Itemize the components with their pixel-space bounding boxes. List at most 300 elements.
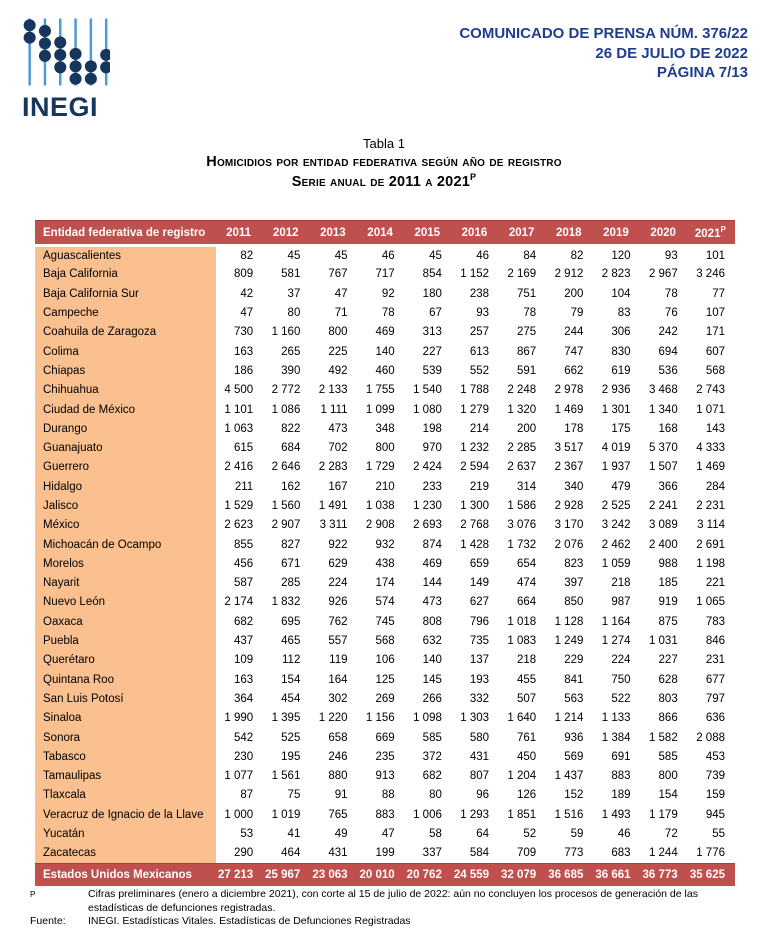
column-header-entity: Entidad federativa de registro (35, 221, 216, 246)
value-cell: 193 (469, 673, 490, 686)
value-cell: 569 (564, 750, 584, 763)
value-cell: 284 (705, 480, 725, 493)
entity-name-cell: Ciudad de México (35, 400, 216, 419)
value-cell: 200 (517, 422, 537, 435)
value-cell: 227 (658, 654, 678, 667)
source-label: Fuente: (30, 915, 66, 927)
value-cell: 143 (705, 422, 725, 435)
value-cell: 366 (658, 480, 678, 493)
value-cell: 1 732 (507, 538, 537, 551)
value-cell: 469 (375, 326, 395, 339)
value-cell: 684 (281, 442, 301, 455)
table-row (35, 400, 735, 419)
entity-name-cell: Durango (35, 419, 216, 438)
value-cell: 751 (517, 287, 537, 300)
value-cell: 846 (705, 635, 725, 648)
value-cell: 1 214 (554, 712, 584, 725)
value-cell: 2 936 (601, 384, 631, 397)
value-cell: 662 (564, 364, 584, 377)
table-row (35, 265, 735, 284)
value-cell: 46 (381, 249, 395, 262)
value-cell: 613 (469, 345, 490, 358)
value-cell: 218 (611, 577, 631, 590)
value-cell: 580 (469, 731, 490, 744)
value-cell: 76 (664, 307, 678, 320)
value-cell: 473 (422, 596, 442, 609)
table-subtitle-text: Serie anual de 2011 a 2021 (291, 173, 470, 190)
inegi-wordmark: INEGI (22, 92, 99, 122)
value-cell: 257 (469, 326, 490, 339)
value-cell: 199 (375, 847, 395, 860)
value-cell: 747 (564, 345, 584, 358)
value-cell: 2 768 (460, 519, 490, 532)
value-cell: 107 (705, 307, 725, 320)
source-text: INEGI. Estadísticas Vitales. Estadísticas de Defunciones Registradas (88, 915, 411, 927)
value-cell: 45 (429, 249, 442, 262)
value-cell: 372 (422, 750, 442, 763)
value-cell: 46 (476, 249, 490, 262)
value-cell: 1 788 (460, 384, 490, 397)
value-cell: 1 083 (507, 635, 537, 648)
value-cell: 233 (422, 480, 442, 493)
value-cell: 242 (658, 326, 678, 339)
value-cell: 238 (469, 287, 490, 300)
value-cell: 1 086 (271, 403, 301, 416)
value-cell: 464 (281, 847, 301, 860)
footnote-block (30, 888, 742, 929)
value-cell: 174 (375, 577, 395, 590)
value-cell: 340 (564, 480, 584, 493)
value-cell: 465 (281, 635, 301, 648)
value-cell: 1 198 (696, 557, 725, 570)
total-value-cell: 32 079 (499, 863, 546, 886)
value-cell: 735 (469, 635, 490, 648)
value-cell: 91 (334, 789, 348, 802)
entity-name-cell: Baja California Sur (35, 284, 216, 303)
value-cell: 144 (422, 577, 442, 590)
table-row (35, 477, 735, 496)
value-cell: 682 (422, 770, 442, 783)
value-cell: 2 174 (224, 596, 254, 609)
value-cell: 767 (328, 268, 348, 281)
value-cell: 112 (282, 654, 301, 667)
value-cell: 659 (469, 557, 490, 570)
value-cell: 47 (334, 287, 348, 300)
value-cell: 2 912 (554, 268, 584, 281)
value-cell: 2 928 (554, 500, 584, 512)
value-cell: 93 (476, 307, 490, 320)
column-header-year: 2020 (641, 221, 688, 246)
value-cell: 827 (281, 538, 301, 551)
value-cell: 922 (328, 538, 348, 551)
entity-name-cell: Chiapas (35, 361, 216, 380)
value-cell: 46 (617, 828, 631, 841)
total-value-cell: 20 010 (358, 863, 405, 886)
value-cell: 542 (233, 731, 254, 744)
value-cell: 568 (375, 635, 395, 648)
entity-name-cell: Zacatecas (35, 844, 216, 863)
value-cell: 584 (469, 847, 490, 860)
value-cell: 658 (328, 731, 348, 744)
value-cell: 3 170 (554, 519, 584, 532)
value-cell: 2 424 (413, 461, 442, 474)
value-cell: 1 832 (271, 596, 301, 609)
value-cell: 1 516 (554, 808, 584, 821)
table-row (35, 824, 735, 843)
value-cell: 739 (705, 770, 725, 783)
value-cell: 80 (287, 307, 301, 320)
value-cell: 1 244 (648, 847, 678, 860)
value-cell: 5 370 (648, 442, 678, 455)
value-cell: 3 517 (554, 442, 584, 455)
value-cell: 677 (705, 673, 725, 686)
value-cell: 1 063 (224, 422, 254, 435)
value-cell: 1 065 (696, 596, 725, 609)
value-cell: 137 (469, 654, 490, 667)
value-cell: 314 (517, 480, 537, 493)
value-cell: 883 (611, 770, 631, 783)
value-cell: 219 (469, 480, 490, 493)
total-value-cell: 24 559 (452, 863, 499, 886)
value-cell: 797 (705, 692, 725, 705)
table-row (35, 535, 735, 554)
press-line-page: PÁGINA 7/13 (656, 64, 748, 81)
value-cell: 936 (564, 731, 584, 744)
value-cell: 4 500 (224, 384, 254, 397)
value-cell: 149 (469, 577, 490, 590)
table-row (35, 631, 735, 650)
value-cell: 1 560 (271, 500, 301, 512)
value-cell: 88 (381, 789, 395, 802)
value-cell: 2 248 (507, 384, 537, 397)
value-cell: 229 (564, 654, 584, 667)
value-cell: 163 (233, 345, 254, 358)
value-cell: 1 000 (224, 808, 254, 821)
entity-name-cell: Yucatán (35, 824, 216, 843)
value-cell: 2 772 (271, 384, 301, 397)
value-cell: 762 (328, 615, 348, 628)
value-cell: 1 340 (648, 403, 678, 416)
value-cell: 883 (375, 808, 395, 821)
entity-name-cell: Michoacán de Ocampo (35, 535, 216, 554)
value-cell: 1 160 (271, 326, 301, 339)
value-cell: 84 (523, 249, 537, 262)
table-row (35, 651, 735, 670)
value-cell: 3 089 (648, 519, 678, 532)
value-cell: 1 031 (648, 635, 678, 648)
value-cell: 1 101 (224, 403, 254, 416)
value-cell: 47 (381, 828, 395, 841)
value-cell: 945 (705, 808, 725, 821)
value-cell: 3 076 (507, 519, 537, 532)
value-cell: 664 (517, 596, 537, 609)
value-cell: 1 990 (224, 712, 254, 725)
value-cell: 1 232 (460, 442, 490, 455)
value-cell: 1 133 (601, 712, 631, 725)
value-cell: 1 220 (318, 712, 348, 725)
value-cell: 3 114 (697, 519, 725, 532)
value-cell: 53 (240, 828, 254, 841)
value-cell: 49 (334, 828, 348, 841)
preliminary-sup: P (469, 172, 477, 182)
value-cell: 1 395 (271, 712, 301, 725)
value-cell: 306 (611, 326, 631, 339)
value-cell: 2 231 (696, 500, 725, 512)
value-cell: 2 169 (507, 268, 537, 281)
table-row (35, 709, 735, 728)
value-cell: 1 437 (554, 770, 584, 783)
value-cell: 80 (429, 789, 442, 802)
value-cell: 581 (281, 268, 301, 281)
value-cell: 2 907 (271, 519, 301, 532)
entity-name-cell: Nayarit (35, 574, 216, 593)
value-cell: 717 (375, 268, 395, 281)
value-cell: 79 (570, 307, 584, 320)
table-row (35, 554, 735, 573)
value-cell: 796 (469, 615, 490, 628)
value-cell: 841 (564, 673, 584, 686)
value-cell: 2 623 (224, 519, 254, 532)
total-value-cell: 35 625 (688, 863, 735, 886)
entity-name-cell: Aguascalientes (35, 246, 216, 265)
value-cell: 1 099 (365, 403, 395, 416)
value-cell: 265 (281, 345, 301, 358)
value-cell: 1 230 (413, 500, 442, 512)
entity-name-cell: México (35, 516, 216, 535)
value-cell: 167 (328, 480, 348, 493)
table-row (35, 458, 735, 477)
value-cell: 210 (375, 480, 395, 493)
value-cell: 125 (375, 673, 395, 686)
value-cell: 3 468 (648, 384, 678, 397)
value-cell: 913 (375, 770, 395, 783)
value-cell: 522 (611, 692, 631, 705)
entity-name-cell: Veracruz de Ignacio de la Llave (35, 805, 216, 824)
value-cell: 1 071 (696, 403, 725, 416)
value-cell: 162 (281, 480, 301, 493)
value-cell: 654 (517, 557, 537, 570)
value-cell: 808 (422, 615, 442, 628)
entity-name-cell: Chihuahua (35, 381, 216, 400)
value-cell: 171 (705, 326, 725, 339)
column-header-year: 2011 (216, 221, 263, 246)
press-header (459, 24, 748, 83)
value-cell: 78 (664, 287, 678, 300)
entity-name-cell: Nuevo León (35, 593, 216, 612)
value-cell: 163 (233, 673, 254, 686)
value-cell: 636 (705, 712, 725, 725)
value-cell: 1 469 (696, 461, 725, 474)
table-row (35, 593, 735, 612)
column-header-year: 2017 (499, 221, 546, 246)
value-cell: 2 241 (648, 500, 678, 512)
value-cell: 290 (233, 847, 254, 860)
value-cell: 2 967 (648, 268, 678, 281)
value-cell: 615 (233, 442, 254, 455)
value-cell: 1 098 (413, 712, 442, 725)
value-cell: 195 (281, 750, 301, 763)
table-row (35, 246, 735, 265)
value-cell: 557 (328, 635, 348, 648)
value-cell: 1 640 (507, 712, 537, 725)
value-cell: 126 (517, 789, 537, 802)
table-row (35, 284, 735, 303)
value-cell: 1 274 (601, 635, 631, 648)
table-row (35, 574, 735, 593)
entity-name-cell: Sonora (35, 728, 216, 747)
column-header-year: 2016 (452, 221, 499, 246)
table-total-row (35, 863, 735, 886)
inegi-logo (22, 16, 114, 120)
value-cell: 154 (281, 673, 301, 686)
footnote-text: Cifras preliminares (enero a diciembre 2021), con corte al 15 de julio de 2022: aún no concluyen los procesos de generación de las estadísticas de defunciones registradas. (88, 888, 698, 914)
value-cell: 2 367 (554, 461, 584, 474)
total-value-cell: 27 213 (216, 863, 263, 886)
value-cell: 1 080 (413, 403, 442, 416)
value-cell: 627 (469, 596, 490, 609)
value-cell: 246 (328, 750, 348, 763)
value-cell: 109 (233, 654, 254, 667)
value-cell: 175 (611, 422, 631, 435)
entity-name-cell: Morelos (35, 554, 216, 573)
value-cell: 2 594 (460, 461, 490, 474)
value-cell: 64 (476, 828, 490, 841)
value-cell: 145 (422, 673, 442, 686)
value-cell: 235 (375, 750, 395, 763)
entity-name-cell: Campeche (35, 303, 216, 322)
table-row (35, 496, 735, 515)
value-cell: 855 (233, 538, 254, 551)
value-cell: 460 (375, 364, 395, 377)
value-cell: 1 164 (601, 615, 631, 628)
value-cell: 72 (664, 828, 678, 841)
value-cell: 78 (523, 307, 537, 320)
value-cell: 2 133 (318, 384, 348, 397)
value-cell: 607 (705, 345, 725, 358)
value-cell: 469 (422, 557, 442, 570)
value-cell: 59 (570, 828, 584, 841)
value-cell: 926 (328, 596, 348, 609)
total-value-cell: 36 661 (593, 863, 640, 886)
value-cell: 332 (469, 692, 490, 705)
homicides-table (35, 220, 735, 886)
value-cell: 800 (658, 770, 678, 783)
table-row (35, 381, 735, 400)
value-cell: 2 462 (601, 538, 631, 551)
value-cell: 800 (328, 326, 348, 339)
value-cell: 709 (517, 847, 537, 860)
table-row (35, 689, 735, 708)
value-cell: 159 (705, 789, 725, 802)
value-cell: 1 006 (413, 808, 442, 821)
value-cell: 214 (469, 422, 490, 435)
value-cell: 2 285 (507, 442, 537, 455)
table-main-title: Homicidios por entidad federativa según año de registro (206, 154, 562, 170)
value-cell: 119 (329, 654, 348, 667)
value-cell: 431 (469, 750, 490, 763)
value-cell: 185 (658, 577, 678, 590)
value-cell: 988 (658, 557, 678, 570)
value-cell: 285 (281, 577, 301, 590)
value-cell: 87 (240, 789, 254, 802)
value-cell: 364 (233, 692, 254, 705)
value-cell: 2 088 (696, 731, 725, 744)
value-cell: 970 (422, 442, 442, 455)
value-cell: 919 (658, 596, 678, 609)
value-cell: 1 320 (507, 403, 537, 416)
column-header-year: 2012 (263, 221, 310, 246)
value-cell: 154 (658, 789, 678, 802)
value-cell: 1 384 (601, 731, 631, 744)
value-cell: 390 (281, 364, 301, 377)
value-cell: 1 428 (460, 538, 490, 551)
value-cell: 218 (517, 654, 537, 667)
value-cell: 932 (375, 538, 395, 551)
value-cell: 803 (658, 692, 678, 705)
column-header-year: 2019 (593, 221, 640, 246)
table-row (35, 612, 735, 631)
value-cell: 227 (422, 345, 442, 358)
value-cell: 823 (564, 557, 584, 570)
value-cell: 348 (375, 422, 395, 435)
value-cell: 765 (328, 808, 348, 821)
entity-name-cell: Puebla (35, 631, 216, 650)
value-cell: 225 (328, 345, 348, 358)
value-cell: 850 (564, 596, 584, 609)
entity-name-cell: Tamaulipas (35, 767, 216, 786)
value-cell: 2 416 (224, 461, 254, 474)
entity-name-cell: Tlaxcala (35, 786, 216, 805)
table-subtitle (0, 172, 768, 190)
value-cell: 224 (328, 577, 348, 590)
value-cell: 37 (287, 287, 301, 300)
value-cell: 47 (240, 307, 254, 320)
value-cell: 1 204 (507, 770, 537, 783)
entity-name-cell: Quintana Roo (35, 670, 216, 689)
entity-name-cell: Tabasco (35, 747, 216, 766)
value-cell: 574 (375, 596, 395, 609)
value-cell: 455 (517, 673, 537, 686)
value-cell: 552 (469, 364, 490, 377)
value-cell: 807 (469, 770, 490, 783)
value-cell: 619 (611, 364, 631, 377)
value-cell: 55 (712, 828, 725, 841)
value-cell: 492 (328, 364, 348, 377)
value-cell: 539 (422, 364, 442, 377)
value-cell: 1 077 (224, 770, 254, 783)
table-row (35, 844, 735, 863)
value-cell: 874 (422, 538, 442, 551)
value-cell: 474 (517, 577, 537, 590)
table-header-row (35, 221, 735, 246)
table-row (35, 419, 735, 438)
value-cell: 1 059 (601, 557, 631, 570)
footnote-marker-sup: P (30, 890, 36, 899)
value-cell: 4 333 (696, 442, 725, 455)
entity-name-cell: Hidalgo (35, 477, 216, 496)
value-cell: 875 (658, 615, 678, 628)
value-cell: 266 (422, 692, 442, 705)
value-cell: 629 (328, 557, 348, 570)
total-value-cell: 20 762 (405, 863, 452, 886)
total-label-cell: Estados Unidos Mexicanos (35, 863, 216, 886)
value-cell: 120 (611, 249, 631, 262)
entity-name-cell: Baja California (35, 265, 216, 284)
value-cell: 58 (429, 828, 442, 841)
value-cell: 671 (281, 557, 301, 570)
value-cell: 198 (422, 422, 442, 435)
value-cell: 745 (375, 615, 395, 628)
